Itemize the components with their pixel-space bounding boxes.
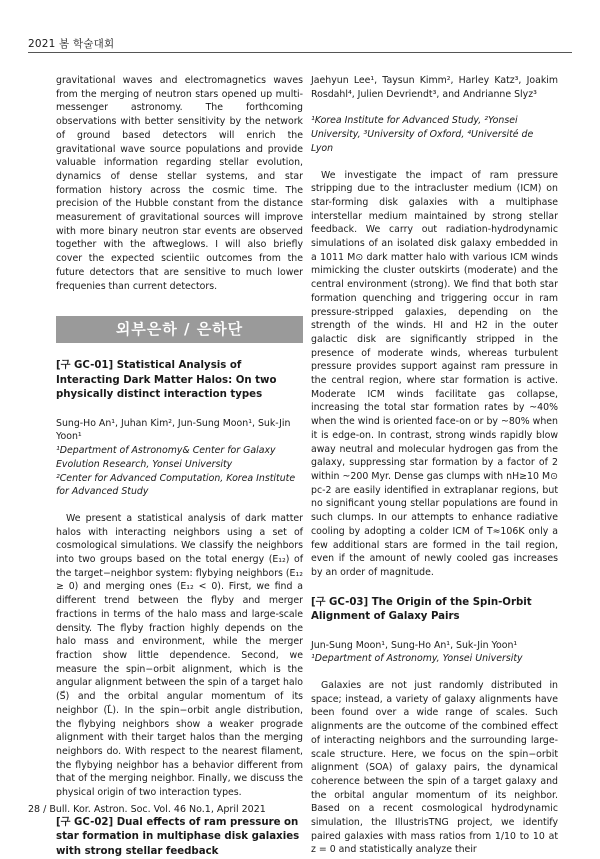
gc03-abstract: Galaxies are not just randomly distributed in space; instead, a variety of galaxy alignments have been found over a wide range of scales. Such alignments are the outcome of the combined effect of interacting neighbors and the surrounding large-scale structure. Here, we focus on the spin−orbit alignment (SOA) of galaxy pairs, the dynamical coherence between the spin of a target galaxy and the orbital angular momentum of its neighbor. Based on a recent cosmological hydrodynamic simulation, the IllustrisTNG project, we identify paired galaxies with mass ratios from 1/10 to 10 at z = 0 and statistically analyze their [311, 680, 558, 856]
gc02-abstract: We investigate the impact of ram pressure stripping due to the intracluster medium (ICM) on star-forming disk galaxies with a multiphase interstellar medium maintained by strong stellar feedback. We carry out radiation-hydrodynamic simulations of an isolated disk galaxy embedded in a 1011 M⊙ dark matter halo with various ICM winds mimicking the cluster outskirts (moderate) and the central environment (strong). We find that both star formation quenching and triggering occur in ram pressure-stripped galaxies, depending on the strength of the winds. HI and H2 in the outer galactic disk are significantly stripped in the presence of moderate winds, whereas turbulent pressure provides support against ram pressure in the central region, where star formation is active. Moderate ICM winds facilitate gas collapse, increasing the total star formation rates by ~40% when the wind is oriented face-on or by ~80% when it is edge-on. In contrast, strong winds rapidly blow away neutral and molecular hydrogen gas from the galaxy, suppressing star formation by a factor of 2 within ~200 Myr. Dense gas clumps with nH≥10 M⊙ pc-2 are easily identified in extraplanar regions, but no significant young stellar populations are found in such clumps. In our attempts to enhance radiative cooling by adopting a colder ICM of T≈106K only a few additional stars are formed in the tail region, even if the amount of newly cooled gas increases by an order of magnitude. [311, 169, 558, 578]
gc01-authors: Sung-Ho An¹, Juhan Kim², Jun-Sung Moon¹, Suk-Jin Yoon¹ [56, 417, 291, 443]
gc01-affiliation-2: ²Center for Advanced Computation, Korea Institute for Advanced Study [56, 472, 296, 498]
left-column [56, 74, 303, 859]
continuation-paragraph: gravitational waves and electromagnetics waves from the merging of neutron stars opened up multi-messenger astronomy. The forthcoming observations with better sensitivity by the network of ground based detectors will enrich the gravitational wave source populations and provide valuable information regarding stellar evolution, dynamics of dense stellar systems, and star formation history across the cosmic time. The precision of the Hubble constant from the distance measurement of gravitational sources will improve with more binary neutron star events are observed together with the aftweglows. I will also briefly cover the expected scientiic outcomes from the future detectors that are sensitive to much lower frequenies than current detectors. [56, 75, 303, 292]
gc02-title: [구 GC-02] Dual effects of ram pressure on star formation in multiphase disk galaxies with strong stellar feedback [56, 816, 300, 857]
gc01-title: [구 GC-01] Statistical Analysis of Interacting Dark Matter Halos: On two physically distinct interaction types [56, 360, 277, 401]
section-banner: 외부은하 / 은하단 [56, 316, 303, 343]
gc01-abstract: We present a statistical analysis of dark matter halos with interacting neighbors using a set of cosmological simulations. We classify the neighbors into two groups based on the total energy (E₁₂) of the target−neighbor system: flybying neighbors (E₁₂ ≥ 0) and merging ones (E₁₂ < 0). First, we find a different trend between the flyby and merger fractions in terms of the halo mass and large-scale density. The flyby fraction highly depends on the halo mass and environment, while the merger fraction show little dependence. Second, we measure the spin−orbit alignment, which is the angular alignment between the spin of a target halo (S⃗) and the orbital angular momentum of its neighbor (L⃗). In the spin−orbit angle distribution, the flybying neighbors show a weaker prograde alignment with their target halos than the merging neighbors do. With respect to the nearest filament, the flybying neighbor has a behavior different from that of the merging neighbor. Finally, we discuss the physical origin of two interaction types. [56, 512, 303, 799]
page-footer: 28 / Bull. Kor. Astron. Soc. Vol. 46 No.1, April 2021 [28, 804, 266, 815]
right-column [311, 74, 558, 857]
gc03-authors: Jun-Sung Moon¹, Sung-Ho An¹, Suk-Jin Yoon¹ [311, 639, 518, 651]
gc02-affiliation: ¹Korea Institute for Advanced Study, ²Yonsei University, ³University of Oxford, ⁴Université de Lyon [311, 115, 534, 154]
header-divider [28, 52, 572, 53]
page-header: 2021 봄 학술대회 [28, 38, 115, 50]
gc03-title: [구 GC-03] The Origin of the Spin-Orbit Alignment of Galaxy Pairs [311, 596, 532, 623]
gc03-affiliation: ¹Department of Astronomy, Yonsei University [311, 653, 523, 665]
gc02-authors: Jaehyun Lee¹, Taysun Kimm², Harley Katz³, Joakim Rosdahl⁴, Julien Devriendt³, and Andrianne Slyz³ [311, 75, 558, 100]
gc01-affiliation-1: ¹Department of Astronomy& Center for Galaxy Evolution Research, Yonsei University [56, 445, 276, 470]
